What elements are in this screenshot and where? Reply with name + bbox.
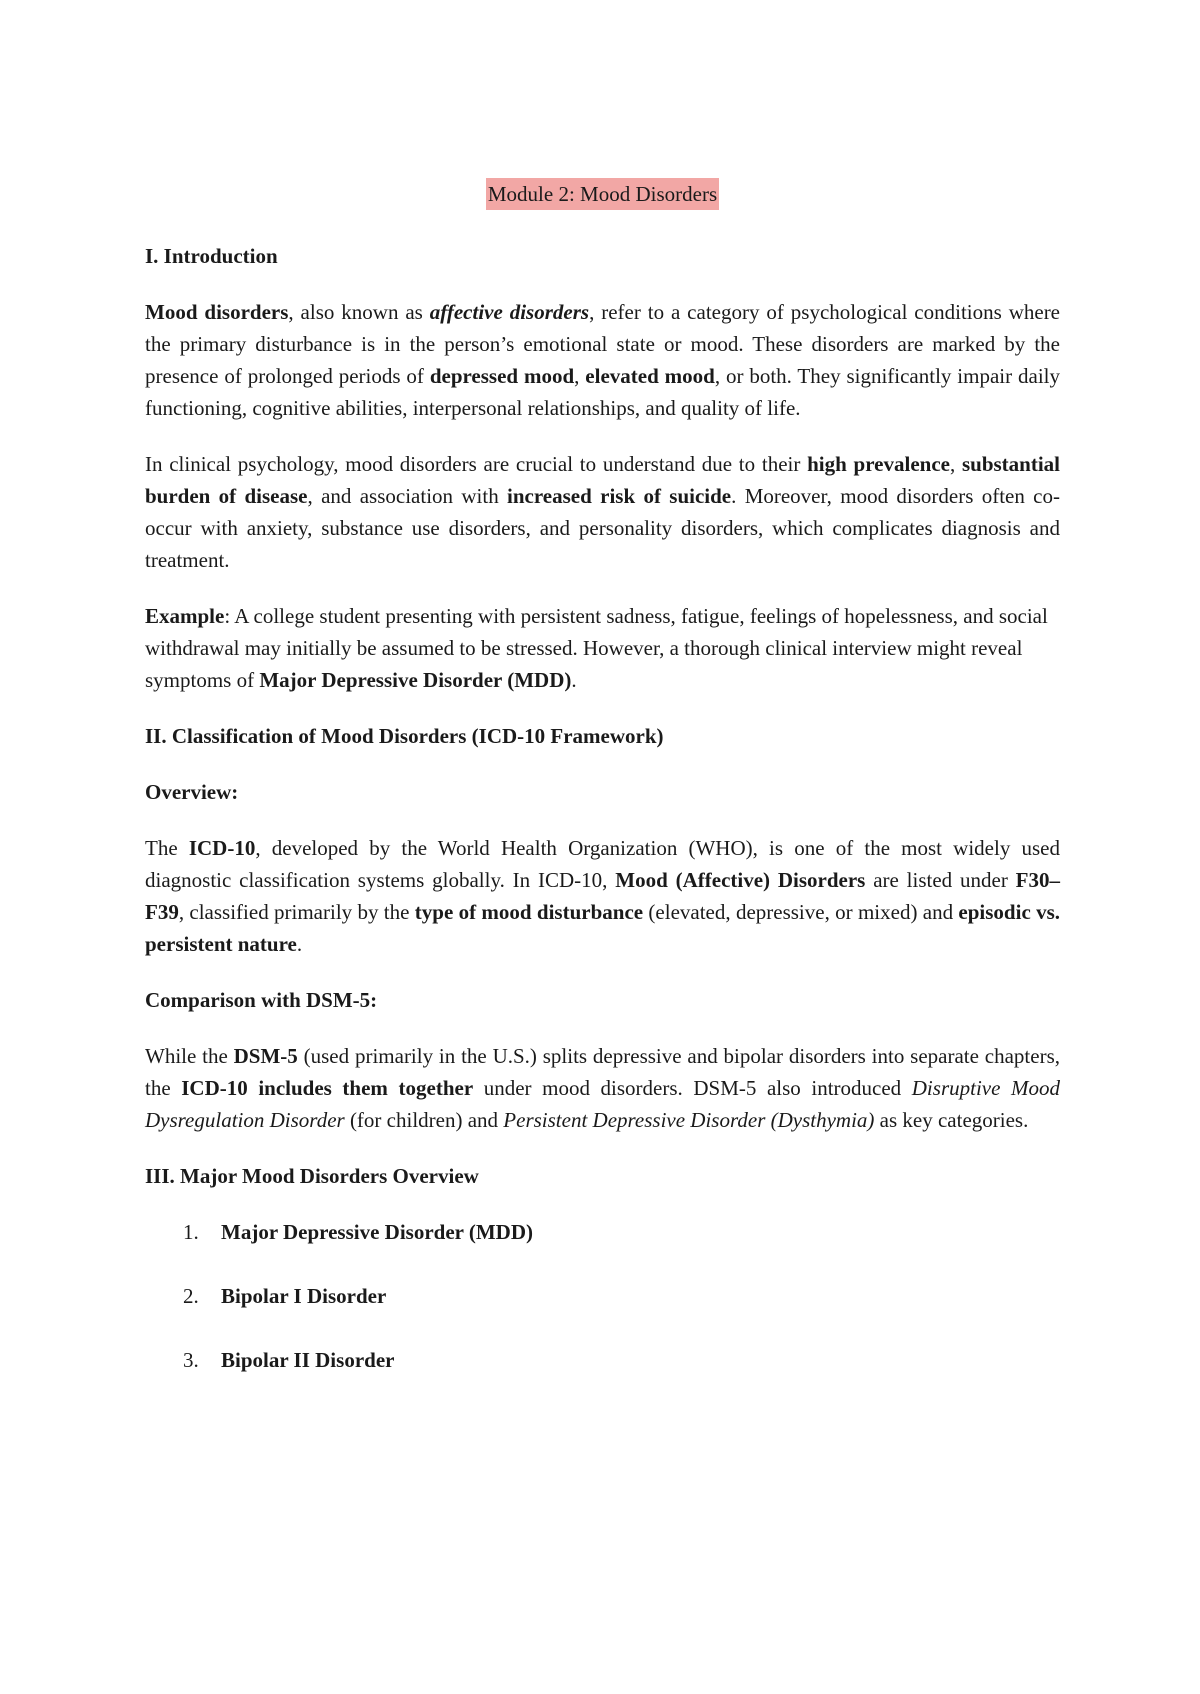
text-run: under mood disorders. DSM-5 also introduced <box>473 1076 912 1100</box>
text-run: , also known as <box>288 300 430 324</box>
classification-paragraph-2 <box>145 1040 1060 1136</box>
list-item-label: Bipolar I Disorder <box>221 1284 387 1308</box>
term-depressed-mood: depressed mood <box>429 364 575 388</box>
text-run: (for children) and <box>344 1108 504 1132</box>
text-run: The <box>145 836 189 860</box>
text-run: (elevated, depressive, or mixed) and <box>643 900 959 924</box>
example-paragraph <box>145 600 1060 696</box>
section-heading-overview: III. Major Mood Disorders Overview <box>145 1164 479 1188</box>
text-run: as key categories. <box>874 1108 1029 1132</box>
term-dysthymia: Persistent Depressive Disorder (Dysthymia) <box>503 1108 875 1132</box>
section-heading-classification: II. Classification of Mood Disorders (ICD-10 Framework) <box>145 724 664 748</box>
text-run: , <box>949 452 962 476</box>
subheading-comparison: Comparison with DSM-5: <box>145 988 378 1012</box>
term-dmdd: Disruptive Mood Dysregulation Disorder <box>145 1076 1060 1132</box>
term-mdd: Major Depressive Disorder (MDD) <box>259 668 572 692</box>
term-suicide-risk: increased risk of suicide <box>507 484 732 508</box>
subheading-overview: Overview: <box>145 780 239 804</box>
text-run: , <box>574 364 586 388</box>
page-title: Module 2: Mood Disorders <box>486 178 719 210</box>
term-icd-10: ICD-10 <box>188 836 256 860</box>
text-run: , classified primarily by the <box>178 900 415 924</box>
list-item-number: 3. <box>183 1348 199 1372</box>
list-item <box>145 1216 1060 1248</box>
classification-paragraph-1 <box>145 832 1060 960</box>
text-run: While the <box>145 1044 234 1068</box>
text-run: : A college student presenting with persistent sadness, fatigue, feelings of hopelessness, and social withdrawal may initially be assumed to be stressed. However, a thorough clinical interview might reveal symptoms of <box>145 604 1048 692</box>
section-heading-introduction: I. Introduction <box>145 244 278 268</box>
text-run: , developed by the World Health Organization (WHO), is one of the most widely used diagnostic classification systems globally. In ICD-10, <box>145 836 1060 892</box>
text-run: , refer to a category of psychological conditions where the primary disturbance is in the person’s emotional state or mood. These disorders are marked by the presence of prolonged periods of <box>145 300 1061 388</box>
intro-paragraph-1 <box>145 296 1060 424</box>
term-f30-f39: F30–F39 <box>145 868 1060 924</box>
list-item <box>145 1344 1060 1376</box>
term-high-prevalence: high prevalence <box>807 452 950 476</box>
term-mood-affective-disorders: Mood (Affective) Disorders <box>615 868 866 892</box>
text-run: are listed under <box>865 868 1016 892</box>
text-run: . <box>296 932 303 956</box>
text-run: (used primarily in the U.S.) splits depressive and bipolar disorders into separate chapters, the <box>145 1044 1061 1100</box>
term-dsm-5: DSM-5 <box>233 1044 298 1068</box>
intro-paragraph-2 <box>145 448 1060 576</box>
term-burden-of-disease: substantial burden of disease <box>145 452 1061 508</box>
title-container <box>145 178 1060 210</box>
term-type-of-mood-disturbance: type of mood disturbance <box>414 900 644 924</box>
term-elevated-mood: elevated mood <box>585 364 715 388</box>
text-run: , and association with <box>307 484 508 508</box>
list-item-label: Major Depressive Disorder (MDD) <box>221 1220 534 1244</box>
example-label: Example <box>145 604 225 628</box>
list-item-label: Bipolar II Disorder <box>221 1348 395 1372</box>
term-mood-disorders: Mood disorders <box>145 300 289 324</box>
list-item <box>145 1280 1060 1312</box>
text-run: In clinical psychology, mood disorders are crucial to understand due to their <box>145 452 808 476</box>
text-run: . Moreover, mood disorders often co-occur with anxiety, substance use disorders, and personality disorders, which complicates diagnosis and treatment. <box>145 484 1060 572</box>
term-episodic-vs-persistent: episodic vs. persistent nature <box>145 900 1061 956</box>
list-item-number: 2. <box>183 1284 199 1308</box>
term-icd-10-together: ICD-10 includes them together <box>181 1076 474 1100</box>
text-run: . <box>571 668 577 692</box>
document-content <box>145 178 1060 1408</box>
disorder-list <box>145 1216 1060 1376</box>
list-item-number: 1. <box>183 1220 199 1244</box>
text-run: , or both. They significantly impair daily functioning, cognitive abilities, interpersonal relationships, and quality of life. <box>145 364 1060 420</box>
term-affective-disorders: affective disorders <box>429 300 590 324</box>
